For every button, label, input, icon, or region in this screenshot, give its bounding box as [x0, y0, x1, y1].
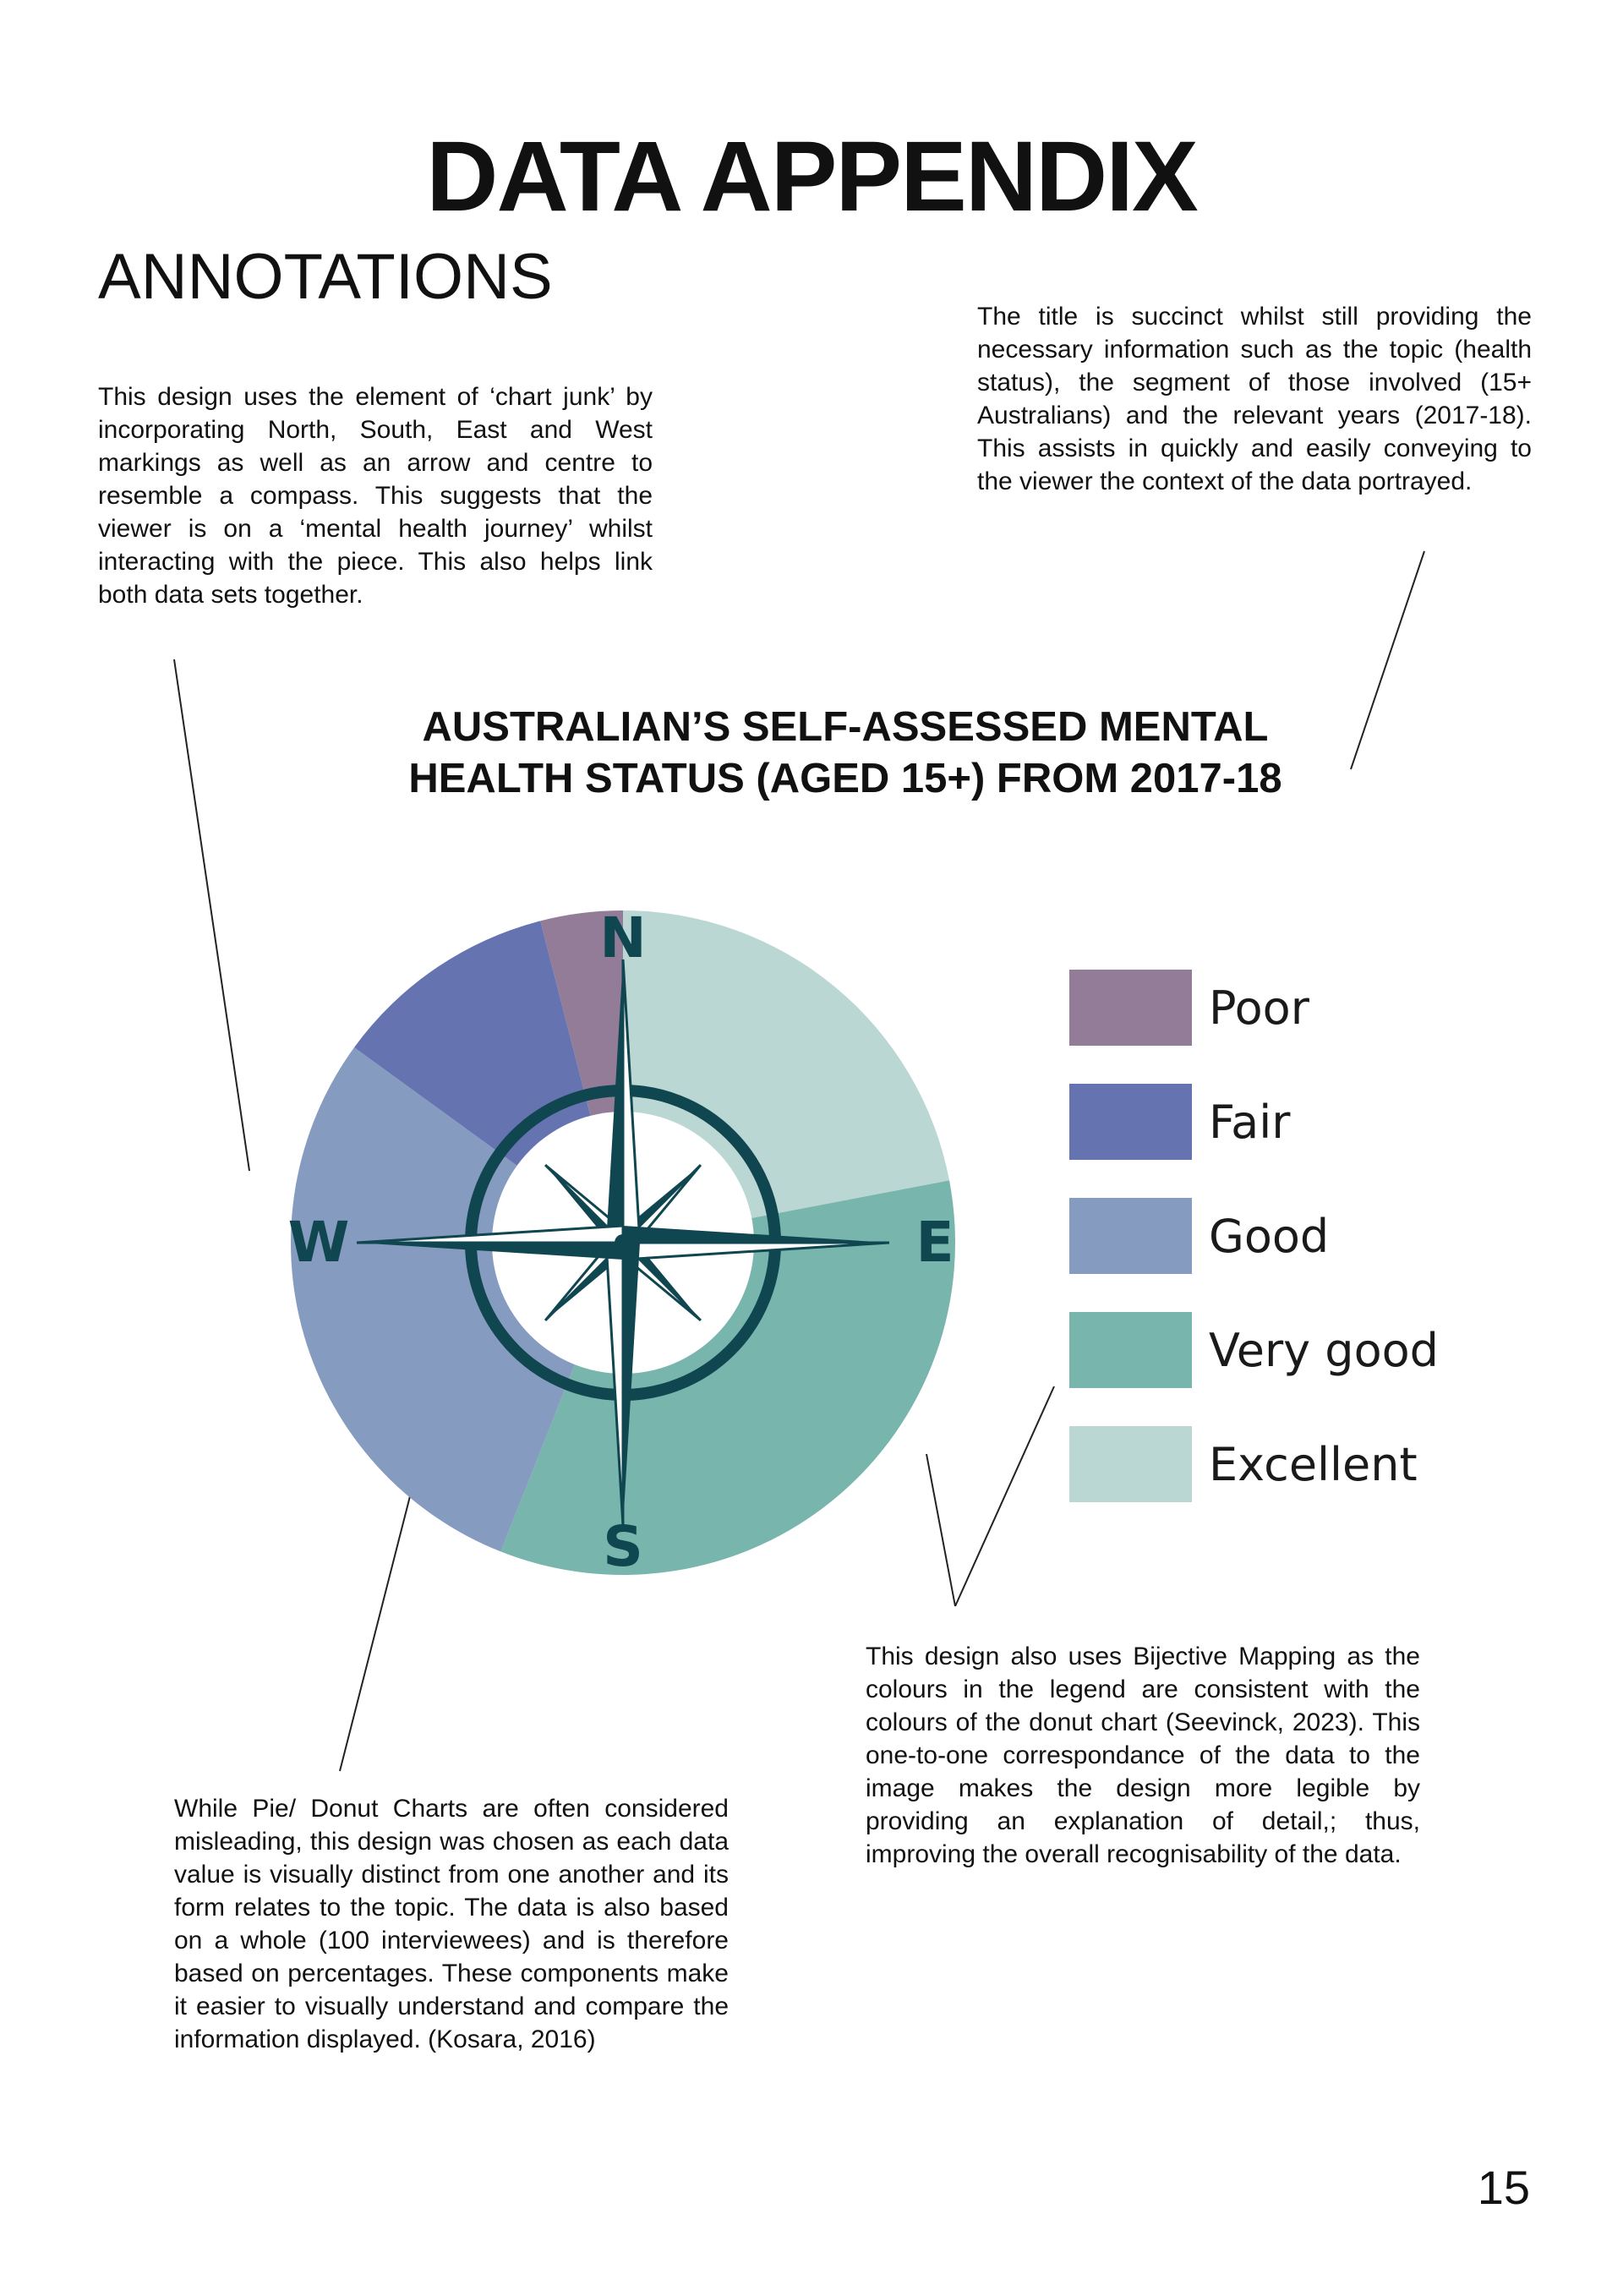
donut-annotation: While Pie/ Donut Charts are often considered misleading, this design was chosen as each data value is visually distinct from one another and its form relates to the topic. The data is also based on a whole (100 interviewees) and is therefore based on percentages. These components make it easier to visually understand and compare the information displayed. (Kosara, 2016) — [174, 1795, 729, 2053]
leader-line-compass — [174, 659, 249, 1171]
compass-hub — [615, 1234, 631, 1251]
legend-swatch-good — [1069, 1198, 1192, 1274]
legend-label-very-good: Very good — [1209, 1324, 1439, 1377]
annotations-heading: ANNOTATIONS — [98, 241, 553, 313]
legend-label-excellent: Excellent — [1209, 1438, 1418, 1491]
legend-label-poor: Poor — [1209, 981, 1309, 1035]
page-number: 15 — [1477, 2161, 1530, 2214]
compass-west-label: W — [287, 1210, 350, 1275]
legend-swatch-excellent — [1069, 1426, 1192, 1502]
legend-item-very-good — [1069, 1312, 1439, 1388]
chart-legend — [1069, 970, 1439, 1502]
legend-item-excellent — [1069, 1426, 1418, 1502]
legend-swatch-very-good — [1069, 1312, 1192, 1388]
legend-label-good: Good — [1209, 1210, 1330, 1263]
compass-annotation: This design uses the element of ‘chart junk’ by incorporating North, South, East and West markings as well as an arrow and centre to resemble a compass. This suggests that the viewer is on a ‘mental health journey’ whilst interacting with the piece. This also helps link both data sets together. — [98, 383, 653, 609]
legend-swatch-fair — [1069, 1084, 1192, 1160]
leader-line-mapping-chart — [926, 1454, 955, 1606]
legend-item-fair — [1069, 1084, 1291, 1160]
compass-north-label: N — [599, 905, 647, 970]
legend-label-fair: Fair — [1209, 1096, 1291, 1149]
leader-line-mapping-legend — [955, 1386, 1054, 1606]
legend-item-poor — [1069, 970, 1310, 1046]
compass-south-label: S — [603, 1514, 643, 1579]
mapping-annotation: This design also uses Bijective Mapping as the colours in the legend are consistent with the colours of the donut chart (Seevinck, 2023). This one-to-one correspondance of the data to the image makes the design more legible by providing an explanation of detail,; thus, improving the overall recognisability of the data. — [866, 1643, 1420, 1868]
page-title: DATA APPENDIX — [426, 121, 1197, 232]
leader-line-donut — [340, 1496, 410, 1771]
chart-title: AUSTRALIAN’S SELF-ASSESSED MENTAL HEALTH STATUS (AGED 15+) FROM 2017-18 — [408, 704, 1282, 801]
title-annotation: The title is succinct whilst still providing the necessary information such as the topic (health status), the segment of those involved (15+ Australians) and the relevant years (2017-18). This assists in quickly and easily conveying to the viewer the context of the data portrayed. — [977, 303, 1532, 495]
compass-east-label: E — [915, 1210, 954, 1275]
legend-swatch-poor — [1069, 970, 1192, 1046]
legend-item-good — [1069, 1198, 1329, 1274]
leader-line-title — [1351, 551, 1424, 769]
